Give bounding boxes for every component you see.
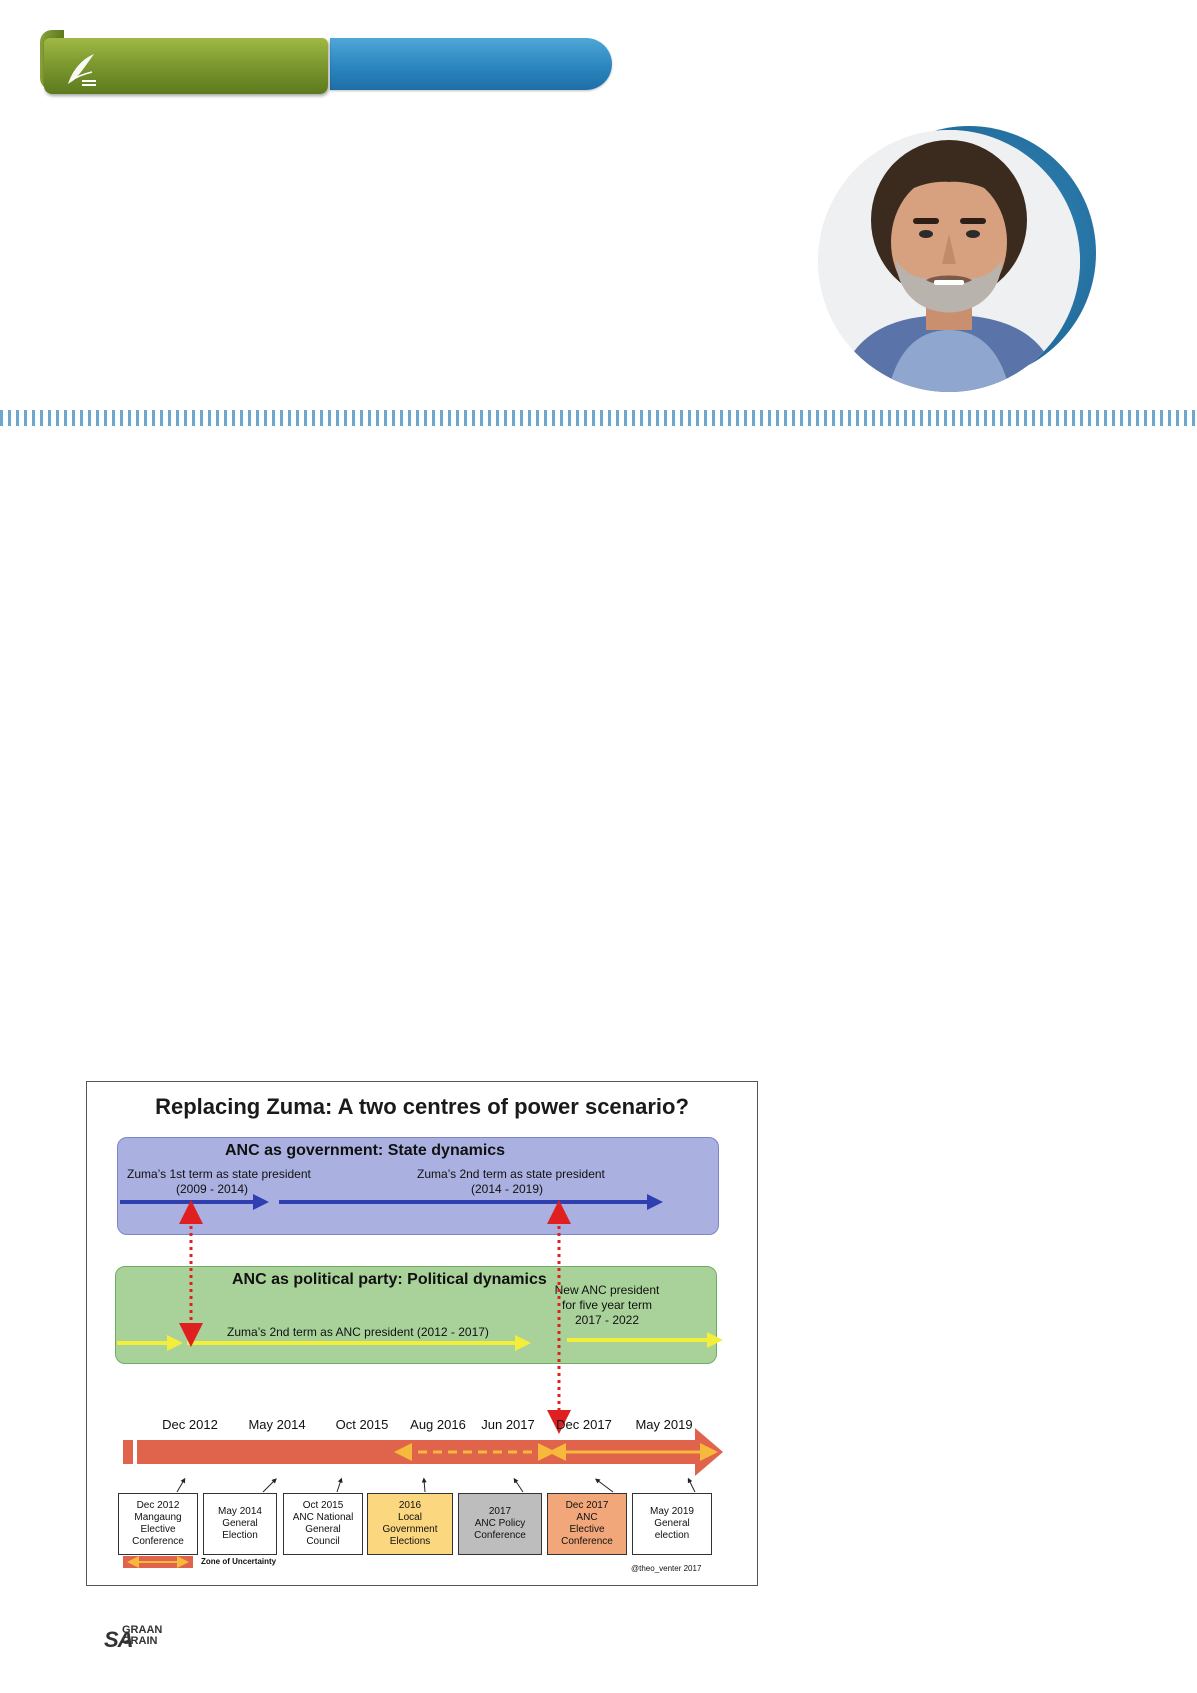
event-box: Oct 2015 ANC National General Council bbox=[283, 1493, 363, 1555]
event-box: Dec 2017 ANC Elective Conference bbox=[547, 1493, 627, 1555]
gov-arrow-term2-head bbox=[647, 1194, 663, 1210]
party-panel-title: ANC as political party: Political dynamics bbox=[232, 1271, 547, 1288]
gov-arrow-term1-head bbox=[253, 1194, 269, 1210]
gov-panel-title: ANC as government: State dynamics bbox=[225, 1142, 506, 1159]
party-term: Zuma’s 2nd term as ANC president (2012 - 2017) bbox=[227, 1325, 489, 1339]
event-box: May 2019 General election bbox=[632, 1493, 712, 1555]
grain-logo-icon bbox=[62, 50, 100, 88]
diagram-figure bbox=[86, 1081, 758, 1586]
timeline-tail-1 bbox=[123, 1440, 133, 1464]
date-label: Jun 2017 bbox=[481, 1417, 535, 1432]
date-label: May 2019 bbox=[635, 1417, 693, 1432]
connector-7 bbox=[689, 1480, 695, 1492]
footer-logo-sa: SA bbox=[104, 1627, 133, 1652]
party-arrow-pre-head bbox=[167, 1335, 183, 1351]
connector-1 bbox=[177, 1480, 184, 1492]
date-label: May 2014 bbox=[248, 1417, 306, 1432]
gov-term2-line2: (2014 - 2019) bbox=[470, 1182, 544, 1196]
party-new-line3: 2017 - 2022 bbox=[574, 1313, 640, 1327]
gov-term1-line1: Zuma’s 1st term as state president bbox=[127, 1167, 311, 1181]
legend-label: Zone of Uncertainty bbox=[201, 1557, 277, 1566]
party-arrow-new-head bbox=[707, 1332, 723, 1348]
date-label: Dec 2017 bbox=[556, 1417, 612, 1432]
header-banner-blue bbox=[330, 38, 612, 90]
figure-title: Replacing Zuma: A two centres of power scenario? bbox=[155, 1094, 689, 1119]
party-new-line1: New ANC president bbox=[554, 1283, 660, 1297]
gov-term2-line1: Zuma’s 2nd term as state president bbox=[417, 1167, 605, 1181]
event-box: 2017 ANC Policy Conference bbox=[458, 1493, 542, 1555]
author-portrait bbox=[818, 130, 1080, 392]
party-arrow-term-head bbox=[515, 1335, 531, 1351]
connector-3 bbox=[337, 1480, 341, 1492]
connector-2 bbox=[263, 1480, 275, 1492]
connector-5 bbox=[515, 1480, 523, 1492]
date-label: Oct 2015 bbox=[335, 1417, 389, 1432]
connector-4 bbox=[424, 1480, 425, 1492]
event-box: 2016 Local Government Elections bbox=[367, 1493, 453, 1555]
portrait-illustration bbox=[818, 130, 1080, 392]
date-label: Aug 2016 bbox=[410, 1417, 466, 1432]
figure-credit: @theo_venter 2017 bbox=[631, 1564, 702, 1573]
event-box: May 2014 General Election bbox=[203, 1493, 277, 1555]
gov-term1-line2: (2009 - 2014) bbox=[175, 1182, 249, 1196]
date-label: Dec 2012 bbox=[162, 1417, 218, 1432]
footer-logo bbox=[104, 1624, 163, 1653]
party-new-line2: for five year term bbox=[561, 1298, 653, 1312]
event-box: Dec 2012 Mangaung Elective Conference bbox=[118, 1493, 198, 1555]
footer-logo-graan: GRAAN bbox=[122, 1624, 163, 1636]
connector-6 bbox=[597, 1480, 613, 1492]
dotted-separator bbox=[0, 410, 1197, 426]
footer-logo-grain: GRAIN bbox=[122, 1635, 158, 1647]
